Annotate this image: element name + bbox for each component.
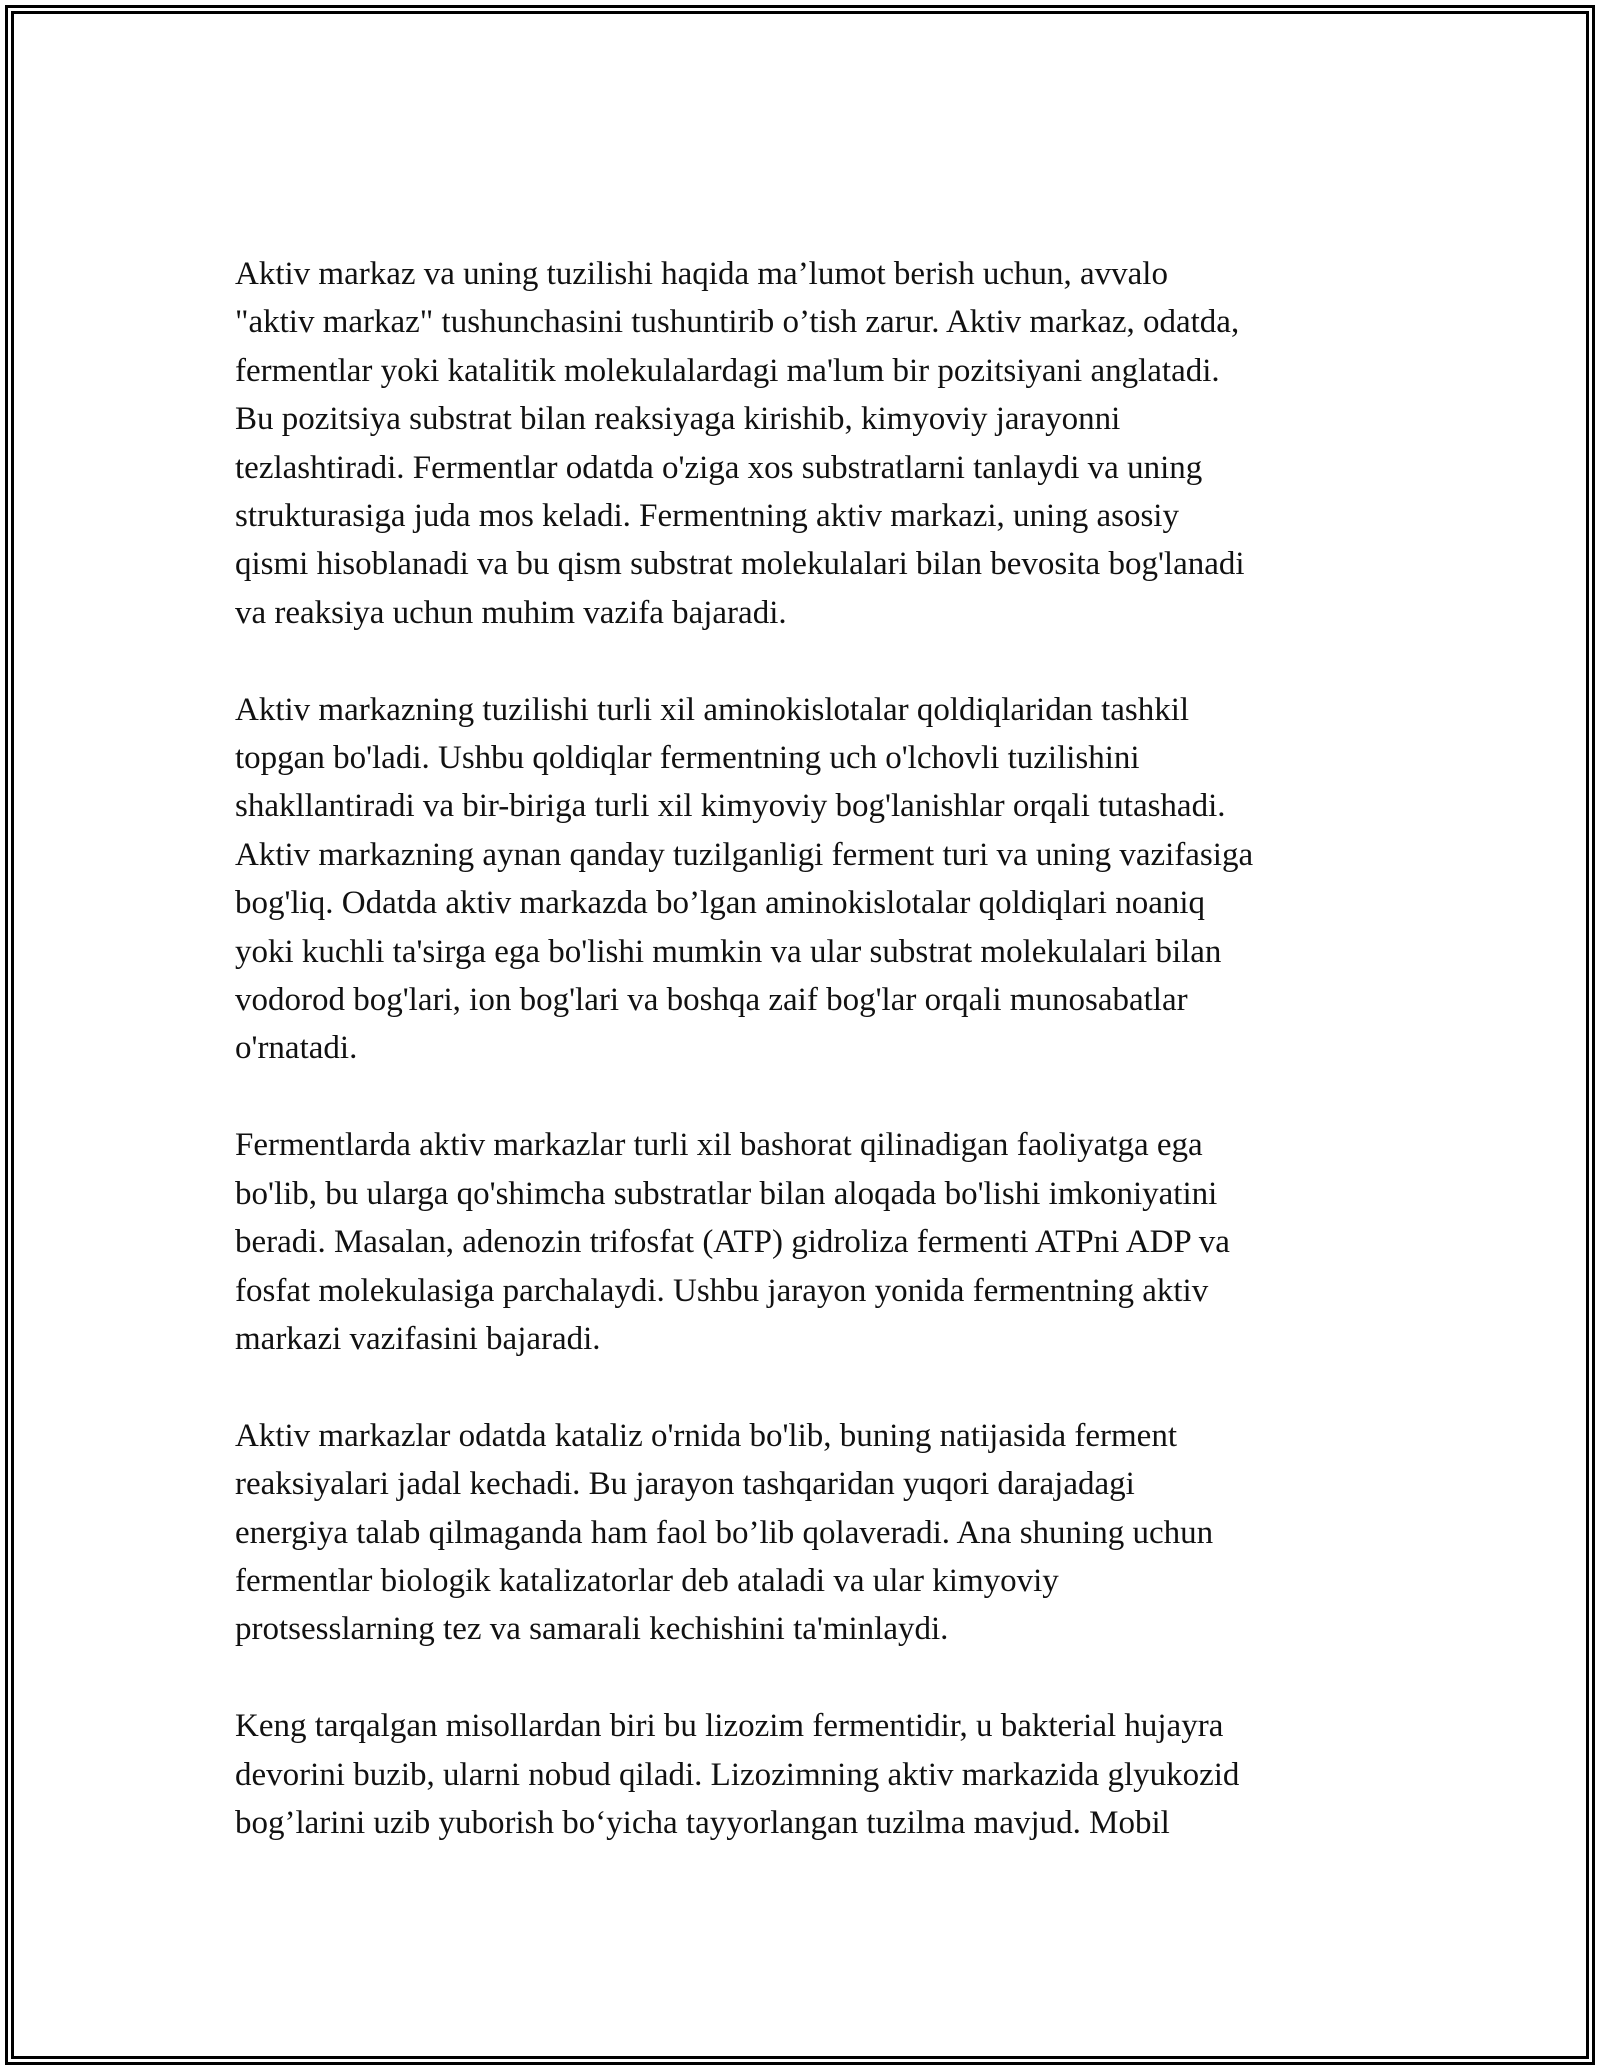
text-line: fermentlar biologik katalizatorlar deb ataladi va ular kimyoviy — [235, 1562, 1059, 1599]
text-line: markazi vazifasini bajaradi. — [235, 1320, 601, 1357]
paragraph-4 — [235, 1412, 1375, 1654]
text-line: fosfat molekulasiga parchalaydi. Ushbu jarayon yonida fermentning aktiv — [235, 1272, 1209, 1309]
text-line: o'rnatadi. — [235, 1030, 358, 1067]
text-line: strukturasiga juda mos keladi. Fermentning aktiv markazi, uning asosiy — [235, 498, 1179, 535]
text-line: bog’larini uzib yuborish bo‘yicha tayyorlangan tuzilma mavjud. Mobil — [235, 1804, 1170, 1841]
text-line: reaksiyalari jadal kechadi. Bu jarayon tashqaridan yuqori darajadagi — [235, 1466, 1135, 1503]
text-line: bo'lib, bu ularga qo'shimcha substratlar bilan aloqada bo'lishi imkoniyatini — [235, 1175, 1218, 1212]
text-line: Aktiv markaz va uning tuzilishi haqida ma’lumot berish uchun, avvalo — [235, 256, 1168, 292]
text-line: Fermentlarda aktiv markazlar turli xil bashorat qilinadigan faoliyatga ega — [235, 1127, 1203, 1164]
text-line: topgan bo'ladi. Ushbu qoldiqlar fermentning uch o'lchovli tuzilishini — [235, 740, 1140, 777]
text-line: energiya talab qilmaganda ham faol bo’lib qolaveradi. Ana shuning uchun — [235, 1514, 1214, 1551]
text-line: beradi. Masalan, adenozin trifosfat (ATP) gidroliza fermenti ATPni ADP va — [235, 1224, 1230, 1261]
text-line: Aktiv markazlar odatda kataliz o'rnida bo'lib, buning natijasida ferment — [235, 1417, 1177, 1454]
paragraph-2 — [235, 686, 1375, 1073]
text-line: fermentlar yoki katalitik molekulalardagi ma'lum bir pozitsiyani anglatadi. — [235, 352, 1220, 389]
text-line: Aktiv markazning tuzilishi turli xil aminokislotalar qoldiqlaridan tashkil — [235, 691, 1190, 728]
text-line: vodorod bog'lari, ion bog'lari va boshqa zaif bog'lar orqali munosabatlar — [235, 982, 1188, 1019]
text-line: protsesslarning tez va samarali kechishini ta'minlaydi. — [235, 1611, 949, 1648]
text-line: yoki kuchli ta'sirga ega bo'lishi mumkin va ular substrat molekulalari bilan — [235, 933, 1222, 970]
paragraph-3 — [235, 1121, 1375, 1363]
text-line: "aktiv markaz" tushunchasini tushuntirib o’tish zarur. Aktiv markaz, odatda, — [235, 304, 1240, 341]
text-line: qismi hisoblanadi va bu qism substrat molekulalari bilan bevosita bog'lanadi — [235, 546, 1245, 583]
text-line: shakllantiradi va bir-biriga turli xil kimyoviy bog'lanishlar orqali tutashadi. — [235, 788, 1226, 825]
paragraph-1 — [235, 250, 1375, 637]
text-line: tezlashtiradi. Fermentlar odatda o'ziga xos substratlarni tanlaydi va uning — [235, 449, 1203, 486]
text-line: va reaksiya uchun muhim vazifa bajaradi. — [235, 594, 787, 631]
text-line: Bu pozitsiya substrat bilan reaksiyaga kirishib, kimyoviy jarayonni — [235, 401, 1121, 438]
paragraph-5 — [235, 1702, 1375, 1847]
text-line: devorini buzib, ularni nobud qiladi. Lizozimning aktiv markazida glyukozid — [235, 1756, 1240, 1793]
text-line: Aktiv markazning aynan qanday tuzilganligi ferment turi va uning vazifasiga — [235, 836, 1254, 873]
text-line: Keng tarqalgan misollardan biri bu lizozim fermentidir, u bakterial hujayra — [235, 1708, 1224, 1745]
document-body — [235, 250, 1375, 1896]
text-line: bog'liq. Odatda aktiv markazda bo’lgan aminokislotalar qoldiqlari noaniq — [235, 885, 1206, 922]
